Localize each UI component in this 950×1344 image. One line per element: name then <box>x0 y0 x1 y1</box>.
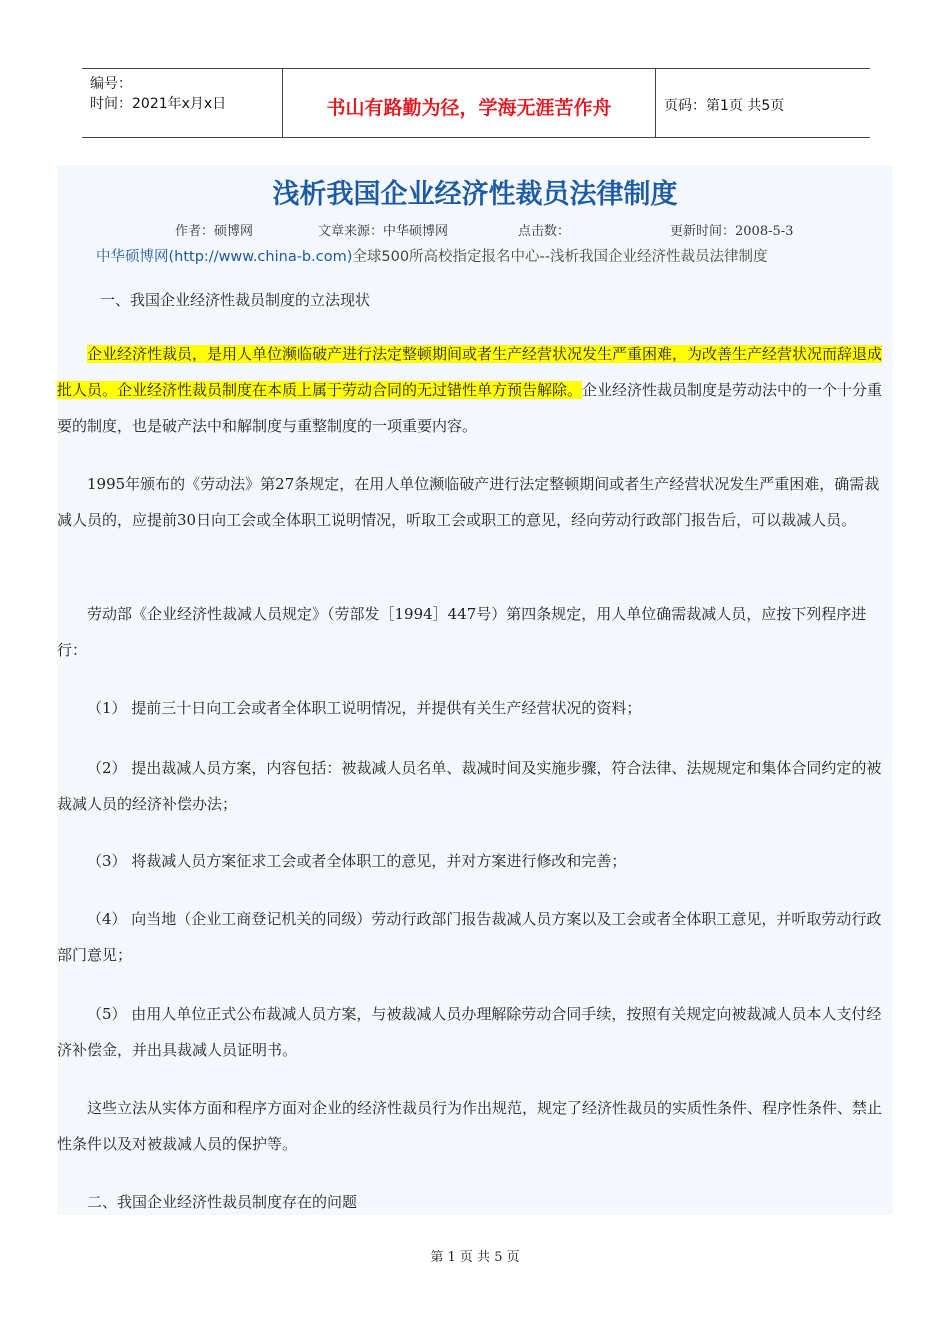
paragraph-1-rest: 企业经济性裁员制度是劳动法中的一个十分重要的制度，也是破产法中和解制度与重整制度的一项重要内容。 <box>57 381 883 435</box>
page-footer: 第 1 页 共 5 页 <box>430 1250 520 1265</box>
time-label: 时间：2021年x月x日 <box>90 96 227 112</box>
article-source: 文章来源：中华硕博网 <box>318 224 449 239</box>
paragraph-4: 这些立法从实体方面和程序方面对企业的经济性裁员行为作出规范，规定了经济性裁员的实质性条件、程序性条件、禁止性条件以及对被裁减人员的保护等。 <box>57 1099 883 1153</box>
site-link[interactable]: 中华硕博网(http://www.china-b.com) <box>96 249 353 265</box>
step-5: （5） 由用人单位正式公布裁减人员方案，与被裁减人员办理解除劳动合同手续，按照有关规定向被裁减人员本人支付经济补偿金，并出具裁减人员证明书。 <box>57 1005 882 1059</box>
section-heading-2: 二、我国企业经济性裁员制度存在的问题 <box>87 1193 358 1211</box>
highlighted-text: 企业经济性裁员，是用人单位濒临破产进行法定整顿期间或者生产经营状况发生严重困难，为改善生产经营状况而辞退成批人员。企业经济性裁员制度在本质上属于劳动合同的无过错性单方预告解除。 <box>57 345 883 399</box>
section-heading-1: 一、我国企业经济性裁员制度的立法现状 <box>100 291 371 309</box>
step-2: （2） 提出裁减人员方案，内容包括：被裁减人员名单、裁减时间及实施步骤，符合法律、法规规定和集体合同约定的被裁减人员的经济补偿办法； <box>57 759 882 813</box>
article-subline <box>96 245 768 266</box>
article-clicks: 点击数： <box>518 224 571 239</box>
step-3: （3） 将裁减人员方案征求工会或者全体职工的意见，并对方案进行修改和完善； <box>87 852 627 870</box>
paragraph-1 <box>57 336 893 444</box>
subline-text: 全球500所高校指定报名中心--浅析我国企业经济性裁员法律制度 <box>352 249 768 265</box>
article-updated: 更新时间：2008-5-3 <box>670 224 794 239</box>
number-label: 编号： <box>90 76 132 92</box>
page-info: 页码：第1页 共5页 <box>664 98 785 114</box>
article-author: 作者：硕博网 <box>175 224 254 239</box>
step-4: （4） 向当地（企业工商登记机关的同级）劳动行政部门报告裁减人员方案以及工会或者全体职工意见，并听取劳动行政部门意见； <box>57 910 882 964</box>
header-page-cell <box>654 69 870 137</box>
header-motto-cell <box>282 69 656 137</box>
motto: 书山有路勤为径，学海无涯苦作舟 <box>326 97 612 119</box>
paragraph-2: 1995年颁布的《劳动法》第27条规定，在用人单位濒临破产进行法定整顿期间或者生产经营状况发生严重困难，确需裁减人员的，应提前30日向工会或全体职工说明情况，听取工会或职工的意见，经向劳动行政部门报告后，可以裁减人员。 <box>57 475 880 529</box>
step-1: （1） 提前三十日向工会或者全体职工说明情况，并提供有关生产经营状况的资料； <box>87 699 642 717</box>
paragraph-3: 劳动部《企业经济性裁减人员规定》（劳部发［1994］447号）第四条规定，用人单位确需裁减人员，应按下列程序进行： <box>57 605 867 659</box>
header-meta-cell <box>82 69 282 137</box>
document-header <box>82 68 870 138</box>
article-title: 浅析我国企业经济性裁员法律制度 <box>272 179 678 210</box>
